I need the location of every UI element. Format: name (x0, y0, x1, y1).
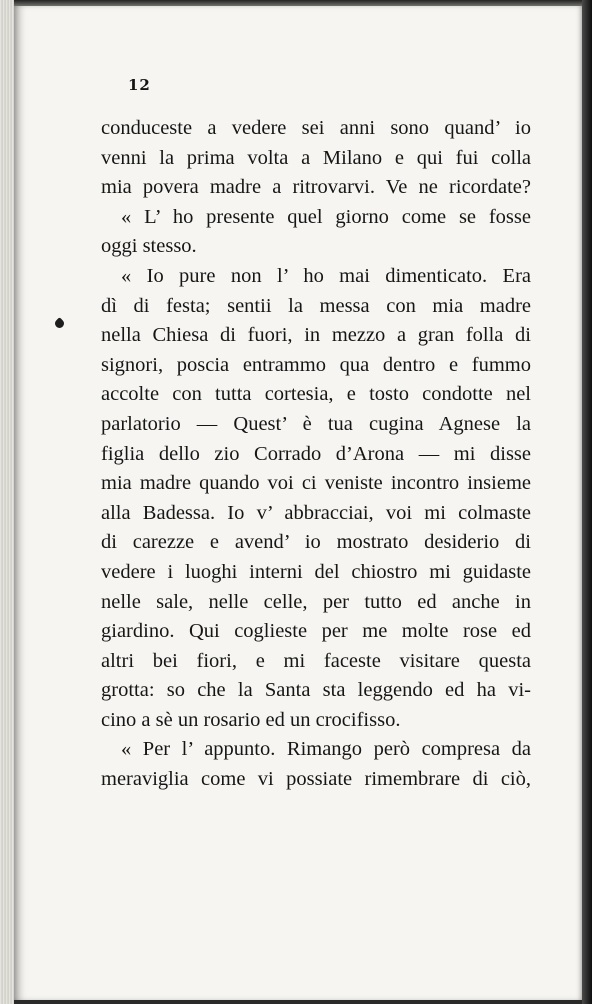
text-line: altri bei fiori, e mi faceste visitare questa (101, 649, 531, 672)
text-line: giardino. Qui coglieste per me molte rose ed (101, 620, 531, 643)
text-line: cino a sè un rosario ed un crocifisso. (101, 708, 401, 731)
text-line: di carezze e avend’ io mostrato desiderio di (101, 531, 531, 554)
text-line: grotta: so che la Santa sta leggendo ed ha vi- (101, 679, 531, 702)
text-line: « Io pure non l’ ho mai dimenticato. Era (121, 264, 531, 287)
text-line: oggi stesso. (101, 235, 197, 258)
body-text (101, 114, 531, 795)
text-line: nella Chiesa di fuori, in mezzo a gran folla di (101, 324, 531, 347)
text-line: accolte con tutta cortesia, e tosto condotte nel (101, 383, 531, 406)
text-line: parlatorio — Quest’ è tua cugina Agnese la (101, 412, 531, 435)
text-line: meraviglia come vi possiate rimembrare di ciò, (101, 768, 531, 791)
text-line: figlia dello zio Corrado d’Arona — mi disse (101, 442, 531, 465)
text-line: venni la prima volta a Milano e qui fui colla (101, 146, 531, 169)
text-line: nelle sale, nelle celle, per tutto ed anche in (101, 590, 531, 613)
text-line: vedere i luoghi interni del chiostro mi guidaste (101, 560, 531, 583)
text-line: mia madre quando voi ci veniste incontro insieme (101, 472, 531, 495)
page-number: 12 (128, 76, 151, 94)
text-line: « Per l’ appunto. Rimango però compresa da (121, 738, 531, 761)
text-line: alla Badessa. Io v’ abbracciai, voi mi colmaste (101, 501, 531, 524)
text-line: mia povera madre a ritrovarvi. Ve ne ricordate? (101, 176, 531, 199)
text-line: « L’ ho presente quel giorno come se fosse (121, 205, 531, 228)
text-line: dì di festa; sentii la messa con mia madre (101, 294, 531, 317)
text-line: conduceste a vedere sei anni sono quand’ io (101, 117, 531, 139)
book-binding-edge (0, 0, 14, 1004)
text-line: signori, poscia entrammo qua dentro e fummo (101, 353, 531, 376)
scan-right-edge (582, 0, 592, 1004)
